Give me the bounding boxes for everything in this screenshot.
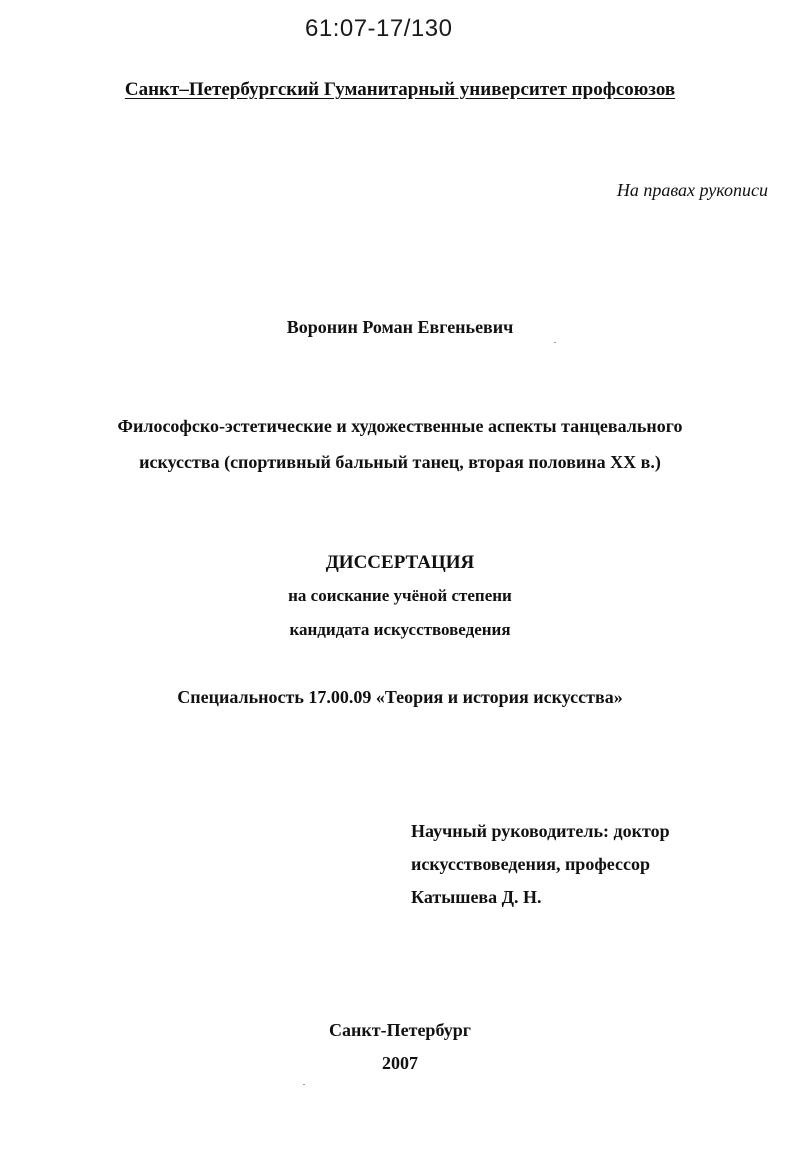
specialty: Специальность 17.00.09 «Теория и история искусства» (177, 687, 623, 707)
city: Санкт-Петербург (329, 1020, 471, 1040)
advisor-line: Научный руководитель: доктор (411, 821, 670, 841)
degree-line: кандидата искусствоведения (289, 620, 511, 639)
title-line: искусства (спортивный бальный танец, вторая половина XX в.) (139, 452, 661, 472)
year: 2007 (382, 1053, 418, 1073)
document-type: ДИССЕРТАЦИЯ (325, 552, 475, 573)
degree-line: на соискание учёной степени (288, 586, 512, 605)
manuscript-note: На правах рукописи (616, 180, 768, 200)
university-name: Санкт–Петербургский Гуманитарный университет профсоюзов (124, 79, 676, 100)
title-line: Философско-эстетические и художественные аспекты танцевального (117, 416, 683, 436)
advisor-name: Катышева Д. Н. (411, 887, 542, 907)
author-name: Воронин Роман Евгеньевич (286, 317, 514, 337)
scan-speck (303, 1084, 305, 1085)
scan-speck (554, 342, 556, 343)
advisor-line: искусствоведения, профессор (411, 854, 650, 874)
catalog-number: 61:07-17/130 (305, 15, 453, 42)
